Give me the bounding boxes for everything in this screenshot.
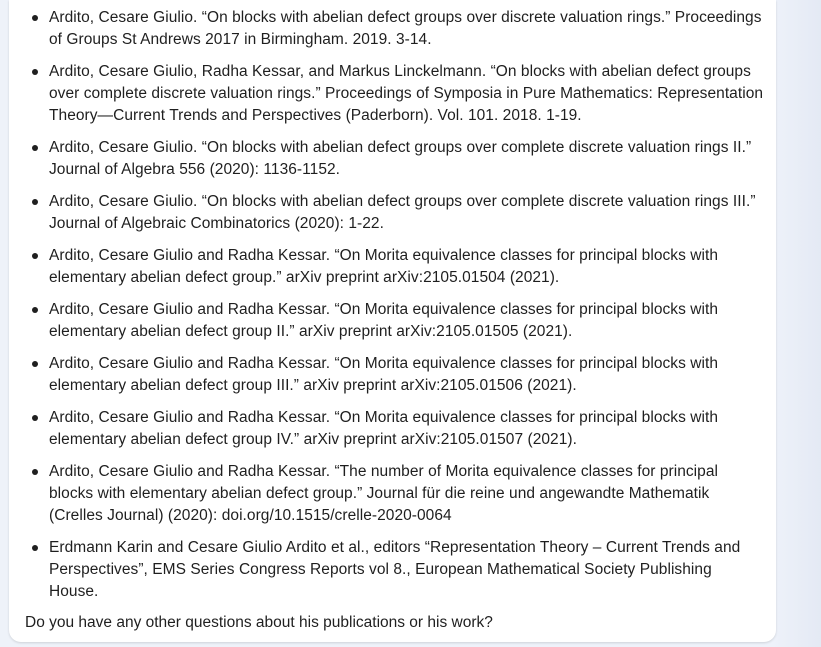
list-item [49,299,764,343]
bullet-icon [32,15,38,21]
list-item [49,137,764,181]
reference-text: Ardito, Cesare Giulio and Radha Kessar. “The number of Morita equivalence classes for principal blocks with elementary abelian defect group.” Journal für die reine und angewandte Mathematik (Crelles Journal) (2020): doi.org/10.1515/crelle-2020-0064 [49,463,718,524]
bullet-icon [32,415,38,421]
reference-text: Ardito, Cesare Giulio and Radha Kessar. “On Morita equivalence classes for principal blocks with elementary abelian defect group II.” arXiv preprint arXiv:2105.01505 (2021). [49,301,719,340]
reference-text: Ardito, Cesare Giulio and Radha Kessar. “On Morita equivalence classes for principal blocks with elementary abelian defect group IV.” arXiv preprint arXiv:2105.01507 (2021). [49,409,719,448]
reference-text: Erdmann Karin and Cesare Giulio Ardito et al., editors “Representation Theory – Current Trends and Perspectives”, EMS Series Congress Reports vol 8., European Mathematical Society Publishing House. [49,539,741,600]
reference-text: Ardito, Cesare Giulio and Radha Kessar. “On Morita equivalence classes for principal blocks with elementary abelian defect group.” arXiv preprint arXiv:2105.01504 (2021). [49,247,719,286]
list-item [49,407,764,451]
bullet-icon [32,307,38,313]
reference-text: Ardito, Cesare Giulio. “On blocks with abelian defect groups over discrete valuation rings.” Proceedings of Groups St Andrews 2017 in Birmingham. 2019. 3-14. [49,9,762,48]
reference-text: Ardito, Cesare Giulio and Radha Kessar. “On Morita equivalence classes for principal blocks with elementary abelian defect group III.” arXiv preprint arXiv:2105.01506 (2021). [49,355,719,394]
closing-question: Do you have any other questions about his publications or his work? [25,614,493,631]
reference-text: Ardito, Cesare Giulio. “On blocks with abelian defect groups over complete discrete valuation rings III.” Journal of Algebraic Combinatorics (2020): 1-22. [49,193,756,232]
reference-text: Ardito, Cesare Giulio. “On blocks with abelian defect groups over complete discrete valuation rings II.” Journal of Algebra 556 (2020): 1136-1152. [49,139,752,178]
bullet-icon [32,469,38,475]
assistant-response-card [9,0,776,642]
reference-text: Ardito, Cesare Giulio, Radha Kessar, and Markus Linckelmann. “On blocks with abelian defect groups over complete discrete valuation rings.” Proceedings of Symposia in Pure Mathematics: Representation Theory—Current Trends and Perspectives (Paderborn). Vol. 101. 2018. 1-19. [49,63,764,124]
bullet-icon [32,545,38,551]
bullet-icon [32,199,38,205]
list-item [49,245,764,289]
list-item [49,61,764,127]
bullet-icon [32,253,38,259]
list-item [49,461,764,527]
list-item [49,7,764,51]
bullet-icon [32,361,38,367]
list-item [49,353,764,397]
bullet-icon [32,145,38,151]
list-item [49,537,764,603]
list-item [49,191,764,235]
bullet-icon [32,69,38,75]
